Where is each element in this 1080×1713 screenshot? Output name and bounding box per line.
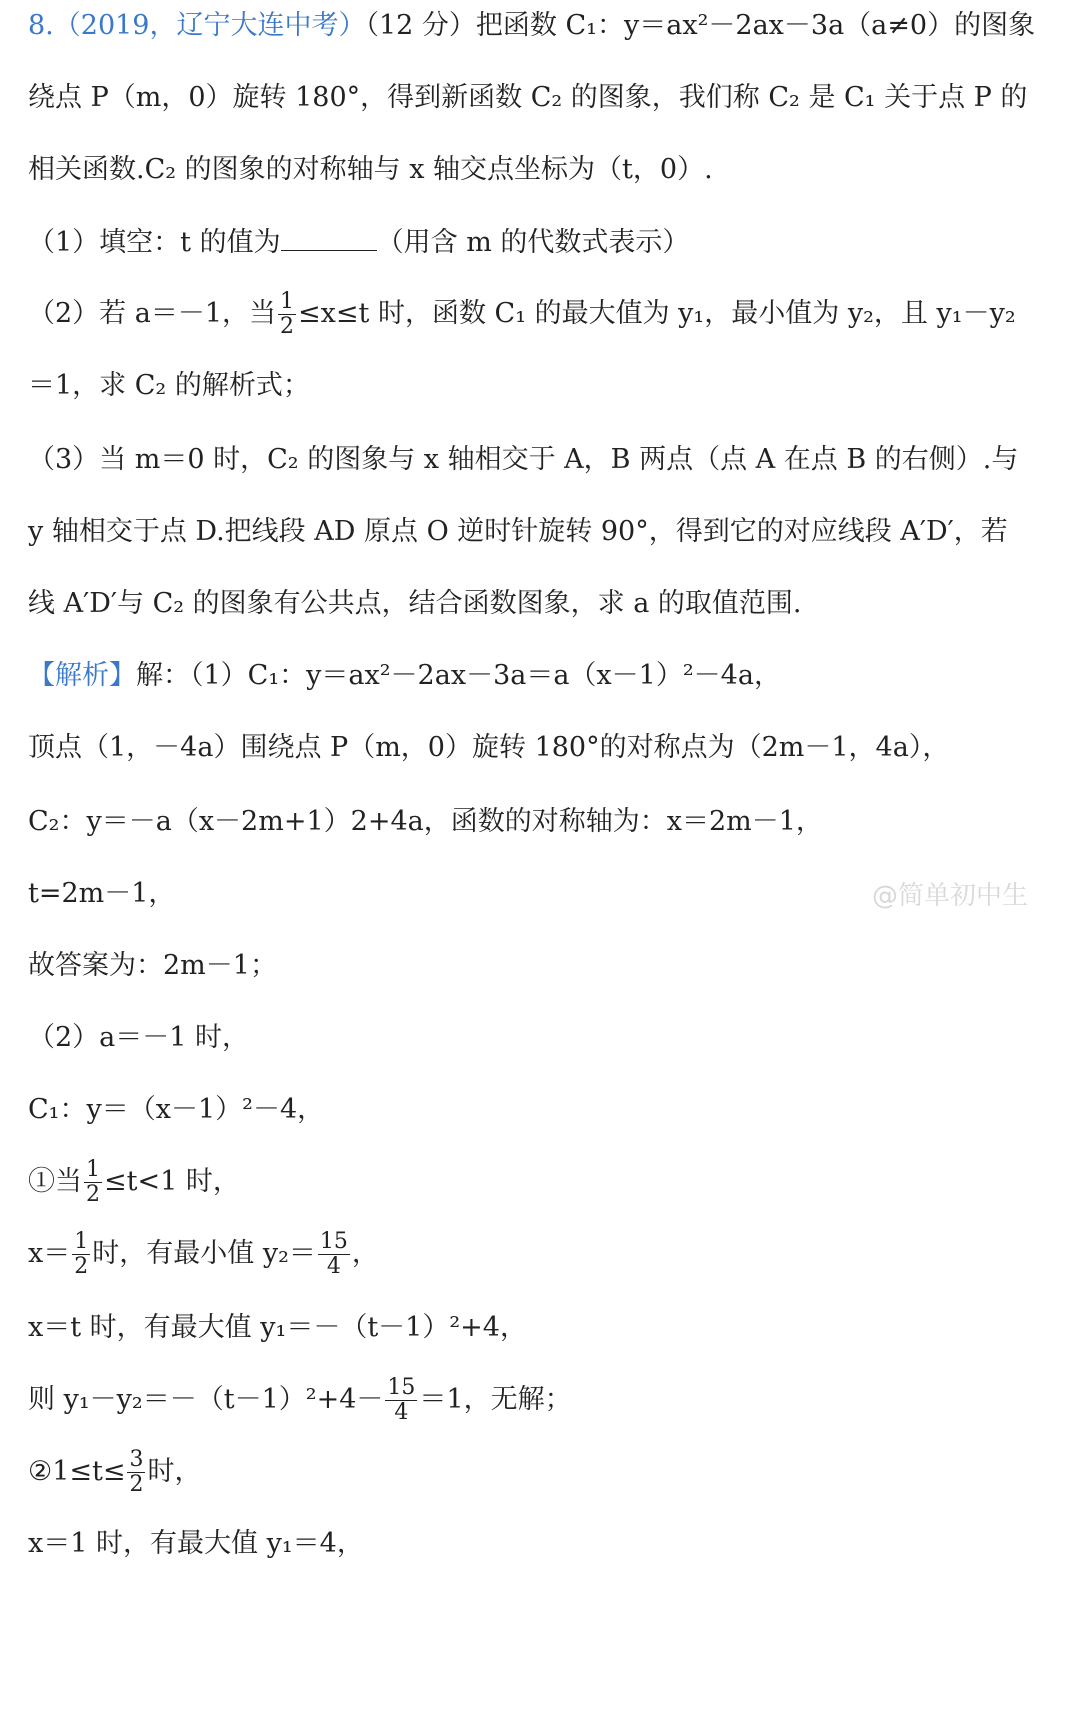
fraction: $\frac{3}{2}$ xyxy=(129,1447,144,1497)
solution-line-11: 则 y₁－y₂＝－（t－1）²+4－ $\frac{15}{4}$ ＝1，无解； xyxy=(28,1375,572,1425)
fraction: $\frac{15}{4}$ xyxy=(387,1375,416,1425)
solution-line-8: ①当 $\frac{1}{2}$ ≤t<1 时， xyxy=(28,1157,240,1207)
question-line-3: 相关函数.C₂ 的图象的对称轴与 x 轴交点坐标为（t，0）. xyxy=(28,154,713,185)
solution-label: 【解析】 xyxy=(28,660,136,691)
solution-line-13: x＝1 时，有最大值 y₁＝4， xyxy=(28,1528,364,1559)
question-text: （12 分）把函数 C₁：y＝ax²－2ax－3a（a≠0）的图象 xyxy=(365,10,1036,41)
part-2-line-1 xyxy=(28,288,1058,340)
solution-line-4: t=2m－1， xyxy=(28,878,176,909)
question-label: 8.（2019，辽宁大连中考） xyxy=(28,10,366,41)
part-1-text: （1）填空：t 的值为 xyxy=(28,227,281,258)
part-3-line-2: y 轴相交于点 D.把线段 AD 原点 O 逆时针旋转 90°，得到它的对应线段 A′D′，若 xyxy=(28,516,1008,547)
part-2-line-2: ＝1，求 C₂ 的解析式； xyxy=(28,370,310,401)
solution-line-1 xyxy=(28,650,1058,702)
part-3-line-3: 线 A′D′与 C₂ 的图象有公共点，结合函数图象，求 a 的取值范围. xyxy=(28,588,802,619)
solution-line-5: 故答案为：2m－1； xyxy=(28,950,277,981)
solution-line-9: x＝ $\frac{1}{2}$ 时，有最小值 y₂＝ $\frac{15}{4}$ ， xyxy=(28,1229,379,1279)
solution-line-7: C₁：y＝（x－1）²－4， xyxy=(28,1094,325,1125)
question-line-2: 绕点 P（m，0）旋转 180°，得到新函数 C₂ 的图象，我们称 C₂ 是 C₁ 关于点 P 的 xyxy=(28,82,1028,113)
fraction: $\frac{1}{2}$ xyxy=(86,1157,100,1207)
answer-blank xyxy=(281,216,377,251)
part-2-text: （2）若 a＝－1，当 xyxy=(28,298,277,329)
solution-line-3: C₂：y＝－a（x－2m+1）2+4a，函数的对称轴为：x＝2m－1， xyxy=(28,806,823,837)
solution-line-10: x＝t 时，有最大值 y₁＝－（t－1）²+4， xyxy=(28,1312,527,1343)
solution-line-6: （2）a＝－1 时， xyxy=(28,1022,250,1053)
solution-line-12: ②1≤t≤ $\frac{3}{2}$ 时， xyxy=(28,1447,202,1497)
part-1 xyxy=(28,216,1058,268)
part-2-text-cont: ≤x≤t 时，函数 C₁ 的最大值为 y₁，最小值为 y₂，且 y₁－y₂ xyxy=(298,298,1016,329)
watermark: @简单初中生 xyxy=(872,881,1029,911)
fraction: $\frac{15}{4}$ xyxy=(319,1229,348,1279)
solution-line-2: 顶点（1，－4a）围绕点 P（m，0）旋转 180°的对称点为（2m－1，4a）， xyxy=(28,732,950,763)
part-3-line-1: （3）当 m＝0 时，C₂ 的图象与 x 轴相交于 A，B 两点（点 A 在点 B 的右侧）.与 xyxy=(28,444,1019,475)
fraction: $\frac{1}{2}$ xyxy=(280,289,295,339)
question-line-1 xyxy=(28,0,1058,52)
fraction: $\frac{1}{2}$ xyxy=(74,1229,89,1279)
part-1-note: （用含 m 的代数式表示） xyxy=(376,227,690,258)
solution-text: 解：（1）C₁：y＝ax²－2ax－3a＝a（x－1）²－4a， xyxy=(136,660,781,691)
